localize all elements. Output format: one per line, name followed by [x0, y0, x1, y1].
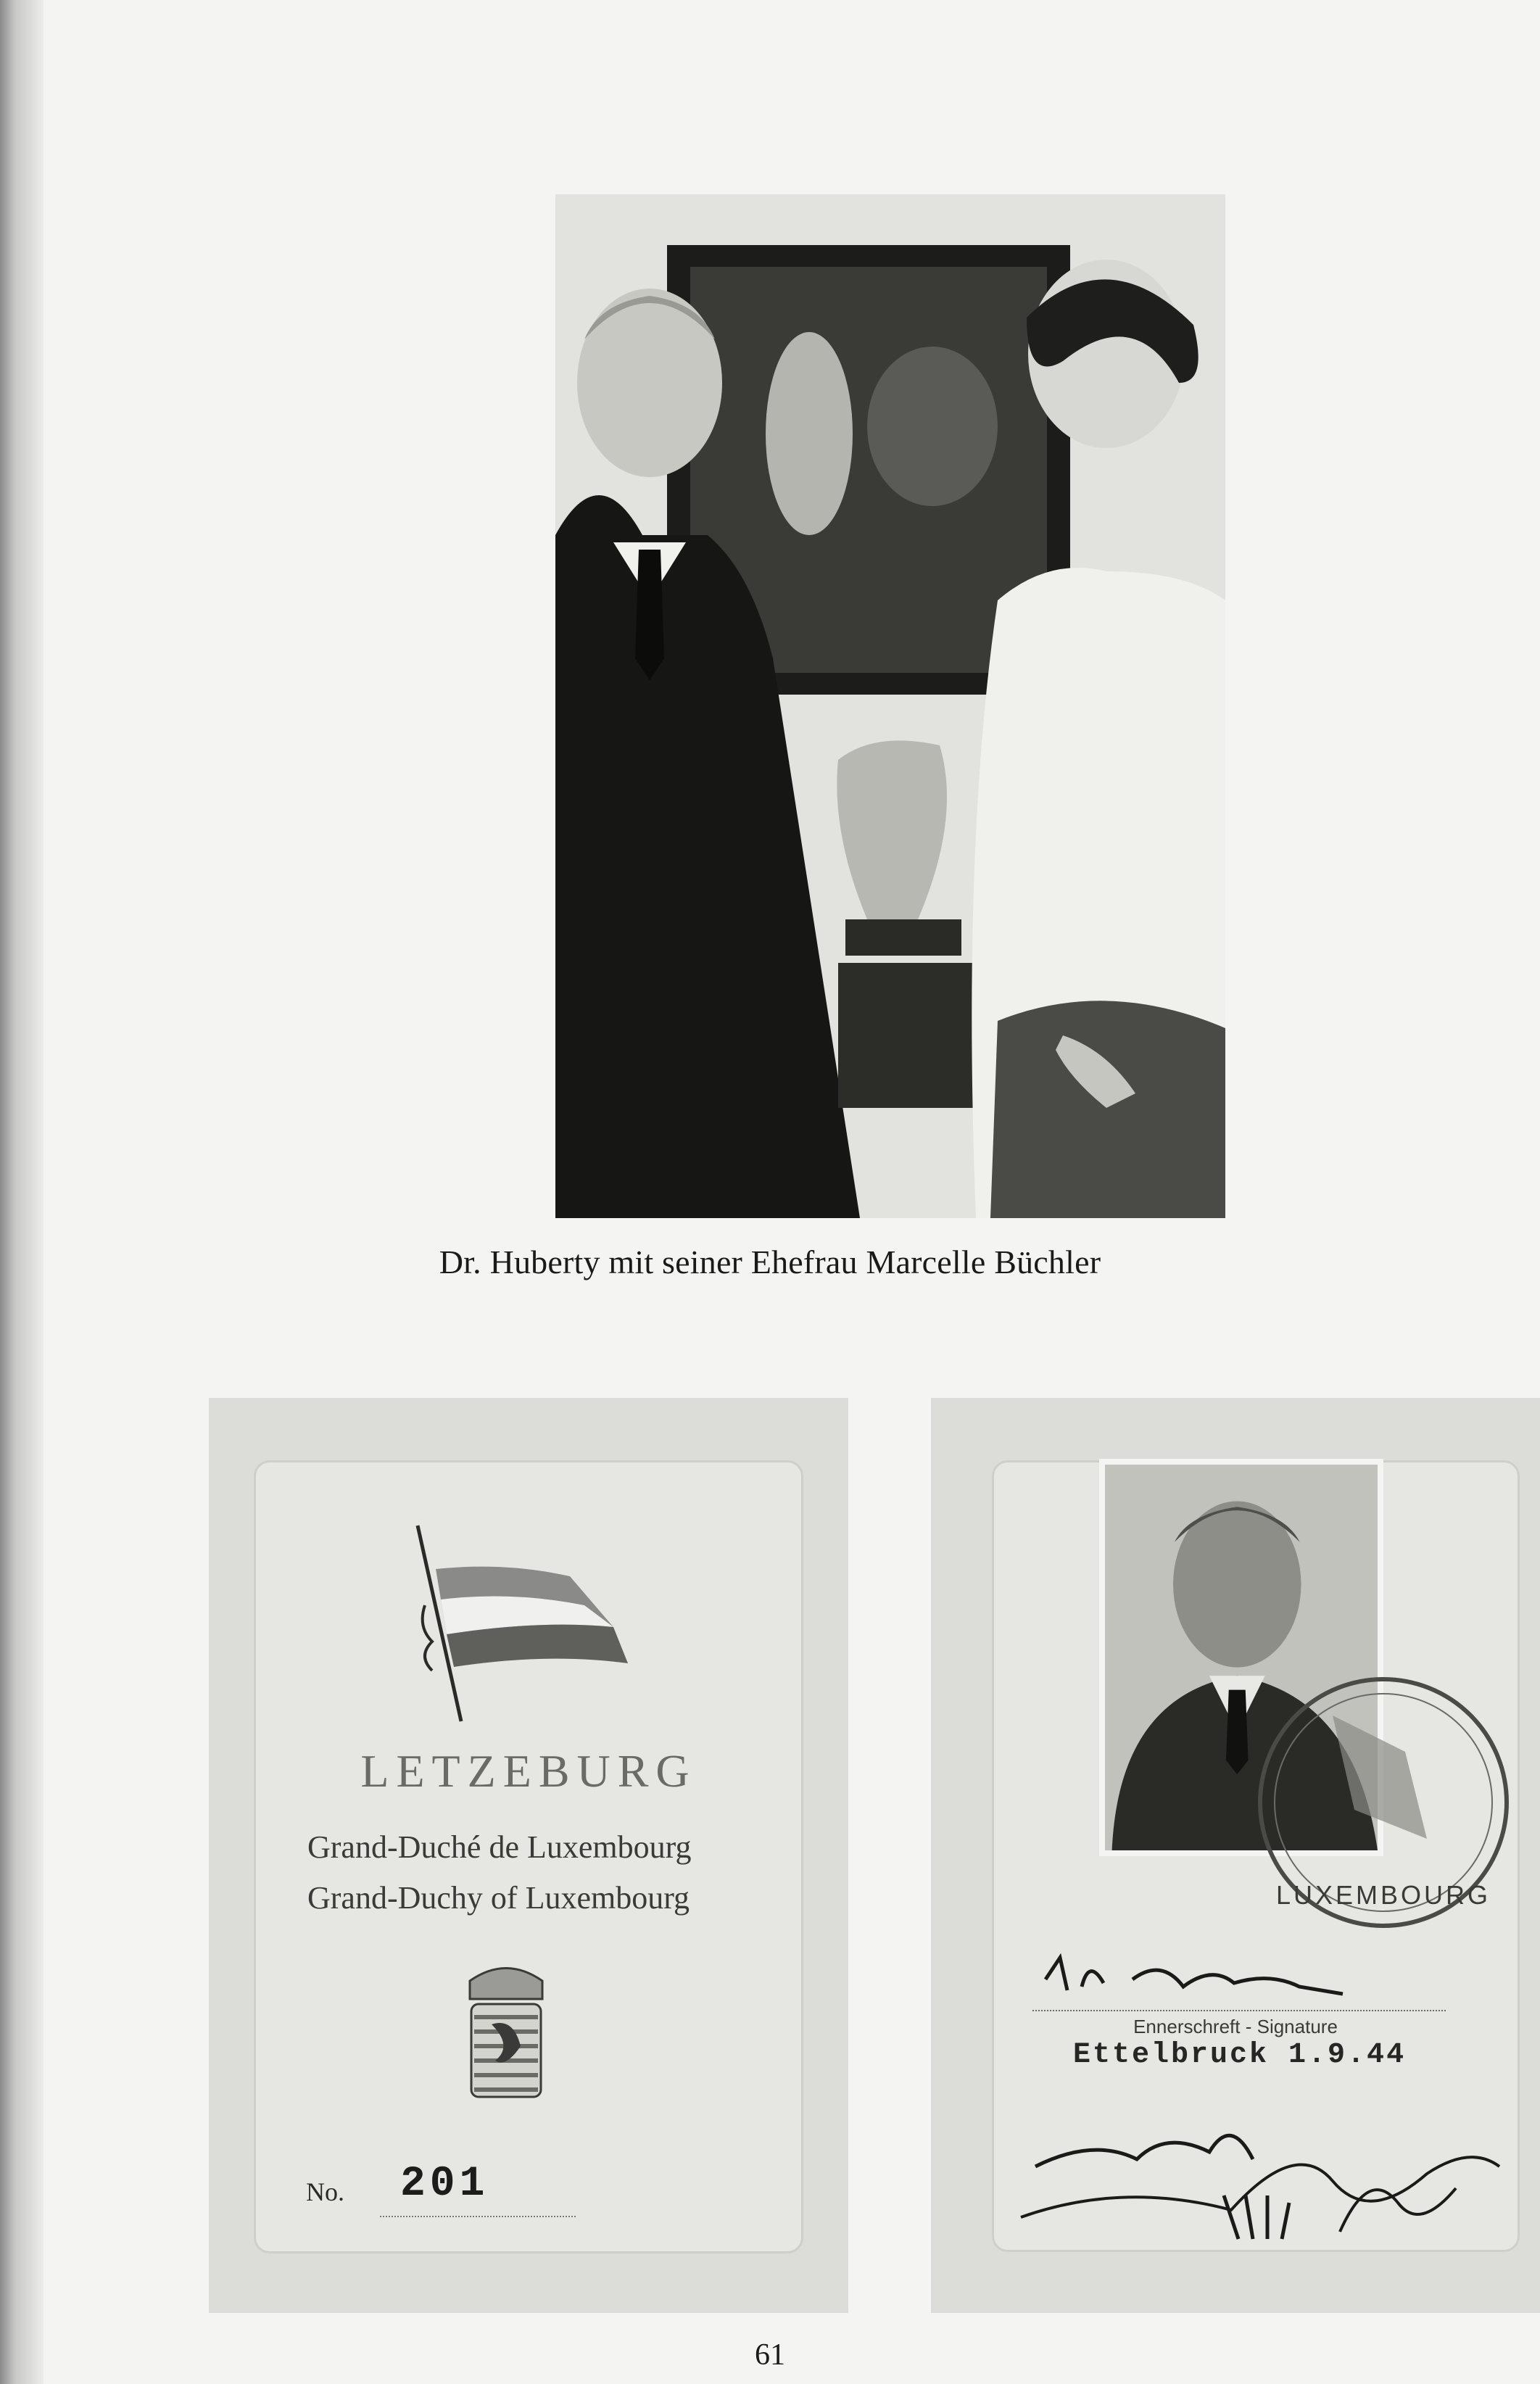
photo-caption: Dr. Huberty mit seiner Ehefrau Marcelle Büchler [439, 1243, 1101, 1280]
card-cover-line-french: Grand-Duché de Luxembourg [307, 1829, 692, 1865]
signature-label: Ennerschreft - Signature [1133, 2016, 1338, 2037]
id-card-cover [209, 1398, 848, 2313]
page-number: 61 [755, 2338, 785, 2372]
card-number-label: No. [306, 2177, 344, 2206]
signature-line [1032, 2010, 1446, 2011]
card-number-value: 201 [400, 2161, 489, 2208]
place-date-stamp: Ettelbruck 1.9.44 [1073, 2039, 1407, 2071]
card-cover-line-english: Grand-Duchy of Luxembourg [307, 1880, 690, 1916]
stamp-text: LUXEMBOURG [1275, 1880, 1491, 1910]
coat-of-arms-icon [455, 1959, 557, 2108]
official-stamp-icon [1246, 1665, 1521, 1940]
book-gutter-shadow [0, 0, 44, 2384]
signature-scribble-top [1038, 1950, 1357, 2001]
signature-scribble-bottom [992, 2094, 1514, 2261]
card-number-underline [380, 2216, 576, 2217]
id-card-photo-page [931, 1398, 1540, 2313]
card-cover-title: LETZEBURG [360, 1745, 697, 1797]
photo-couple [555, 194, 1225, 1218]
luxembourg-flag-icon [396, 1518, 628, 1736]
